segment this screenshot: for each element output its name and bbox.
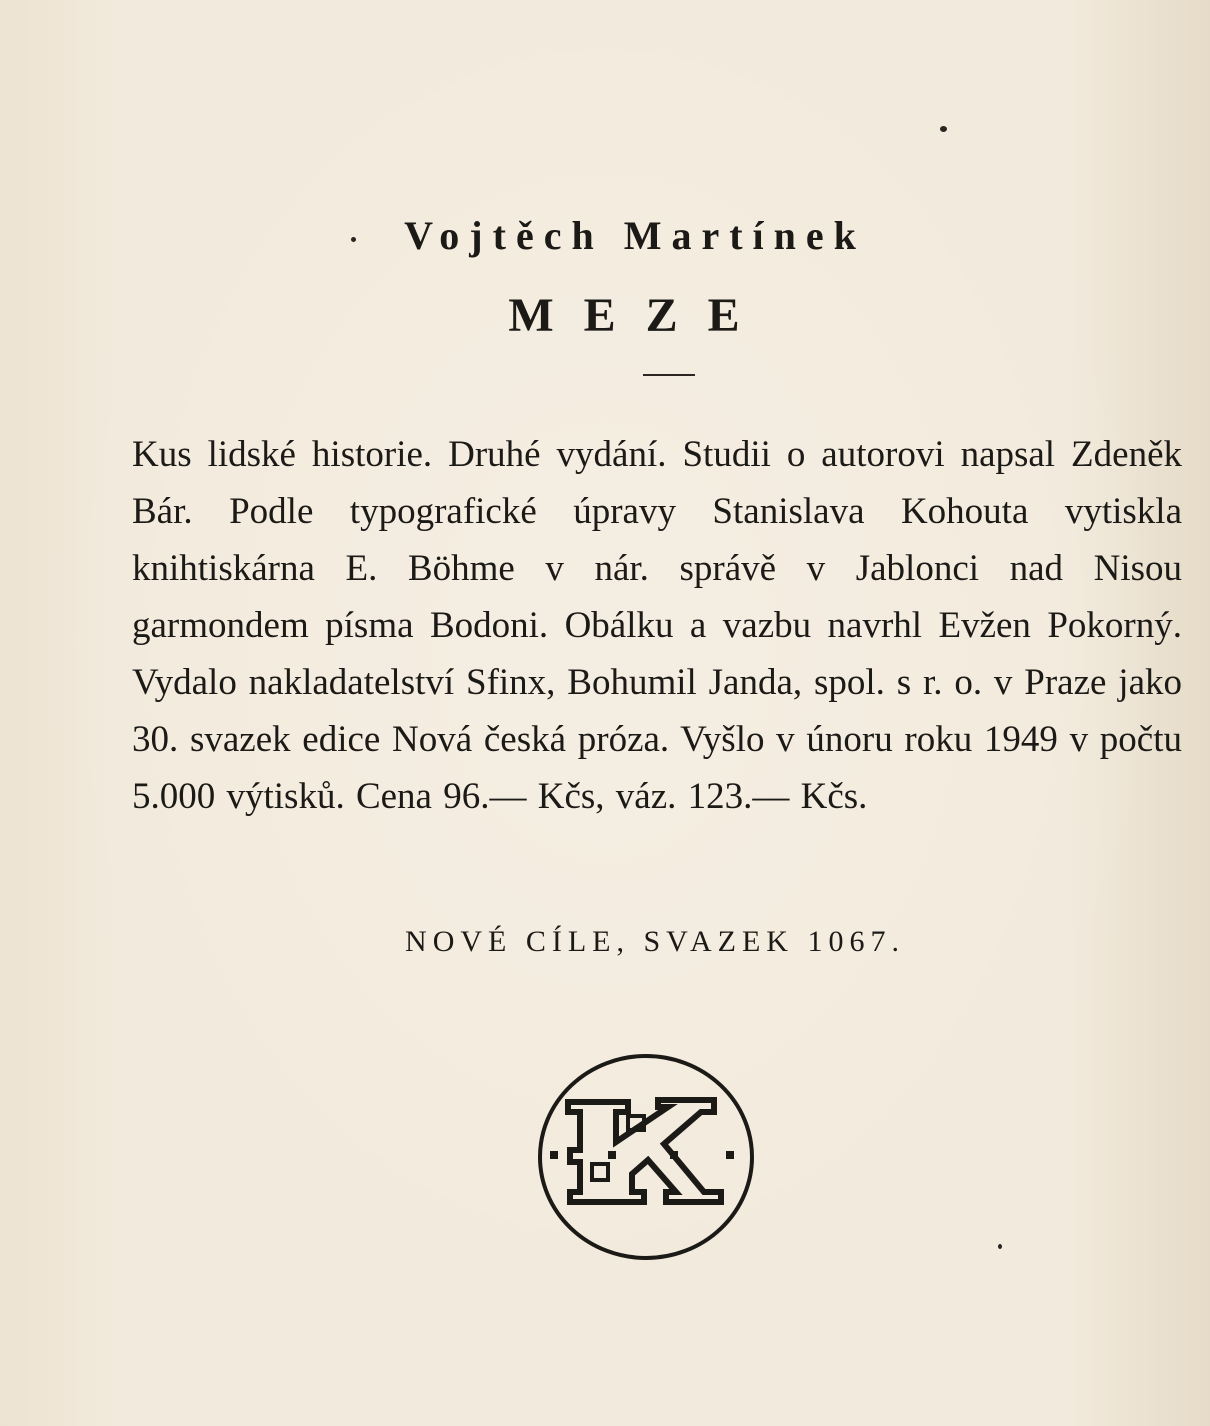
series-line: NOVÉ CÍLE, SVAZEK 1067. — [405, 925, 905, 958]
print-speck — [940, 126, 947, 132]
publisher-k-emblem-icon — [536, 1052, 756, 1264]
colophon-text: Kus lidské historie. Druhé vydání. Studii o autorovi napsal Zdeněk Bár. Podle typografické úpravy Stanislava Kohouta vytiskla knihtiskárna E. Böhme v nár. správě v Jablonci nad Nisou garmondem písma Bodoni. Obálku a vazbu navrhl Evžen Pokorný. Vydalo nakladatelství Sfinx, Bohumil Janda, spol. s r. o. v Praze jako 30. svazek edice Nová česká próza. Vyšlo v únoru roku 1949 v počtu 5.000 výtisků. Cena 96.— Kčs, váz. 123.— Kčs. — [132, 434, 1182, 817]
title-divider — [643, 374, 695, 376]
author-name: Vojtěch Martínek — [404, 213, 866, 258]
print-speck — [998, 1244, 1002, 1249]
book-title: MEZE — [508, 289, 770, 342]
